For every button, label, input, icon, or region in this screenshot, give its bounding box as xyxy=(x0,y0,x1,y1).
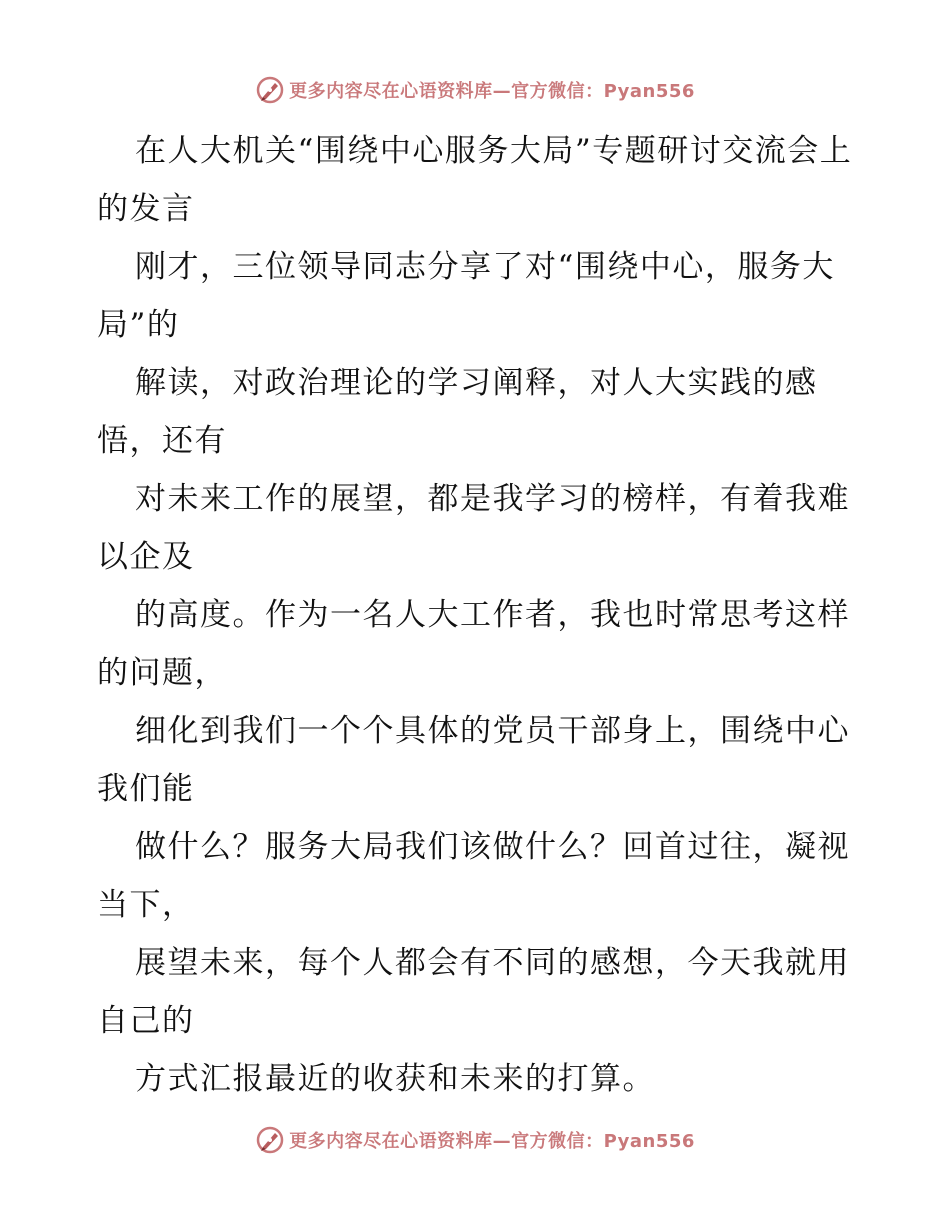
document-body xyxy=(97,122,857,1108)
paragraph-title: 在人大机关“围绕中心服务大局”专题研讨交流会上的发言 xyxy=(97,133,853,227)
header-watermark-text: 更多内容尽在心语资料库—官方微信：Pyan556 xyxy=(289,81,695,102)
paragraph-line: 方式汇报最近的收获和未来的打算。 xyxy=(135,1061,655,1097)
paragraph-line: 做什么？服务大局我们该做什么？回首过往，凝视当下， xyxy=(97,829,850,923)
paragraph-line: 刚才，三位领导同志分享了对“围绕中心，服务大局”的 xyxy=(97,249,835,343)
pen-logo-icon xyxy=(255,75,285,105)
paragraph-line: 的高度。作为一名人大工作者，我也时常思考这样的问题， xyxy=(97,597,850,691)
paragraph-line: 展望未来，每个人都会有不同的感想，今天我就用自己的 xyxy=(97,945,850,1039)
paragraph-line: 解读，对政治理论的学习阐释，对人大实践的感悟，还有 xyxy=(97,365,818,459)
paragraph-line: 细化到我们一个个具体的党员干部身上，围绕中心我们能 xyxy=(97,713,850,807)
footer-watermark-banner xyxy=(0,1120,950,1160)
paragraph-line: 对未来工作的展望，都是我学习的榜样，有着我难以企及 xyxy=(97,481,850,575)
header-watermark-banner xyxy=(0,70,950,110)
pen-logo-icon xyxy=(255,1125,285,1155)
footer-watermark-text: 更多内容尽在心语资料库—官方微信：Pyan556 xyxy=(289,1131,695,1152)
